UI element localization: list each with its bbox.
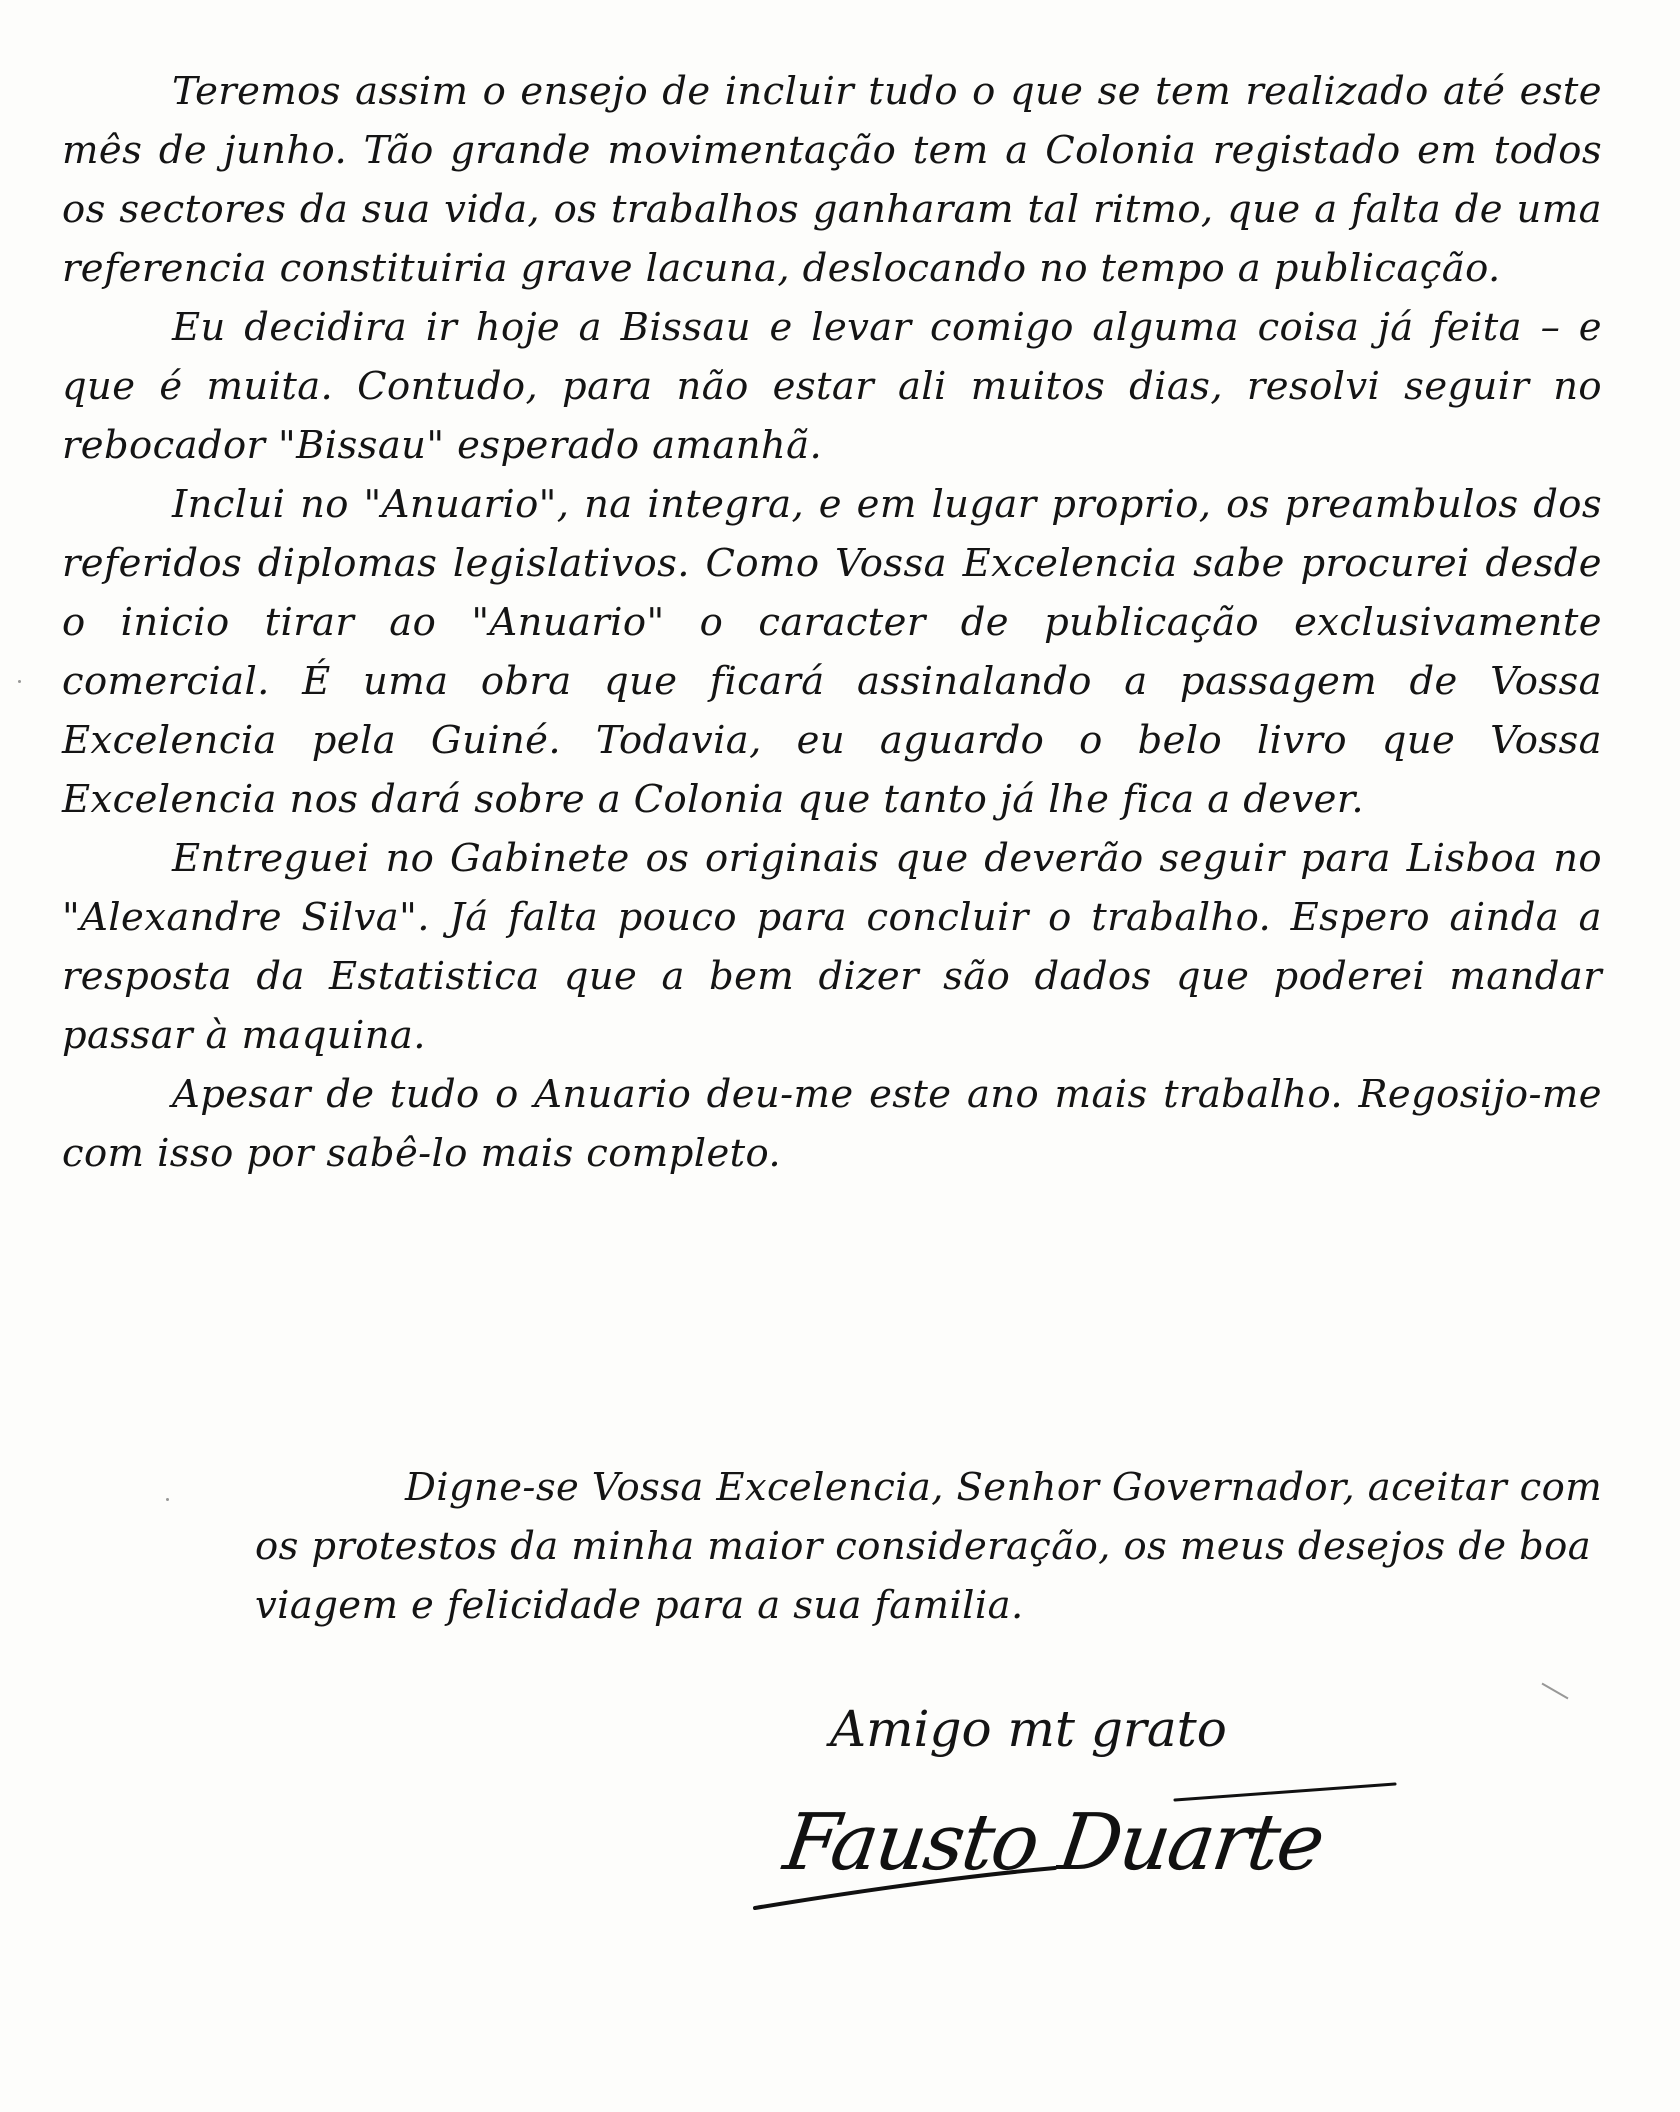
scan-speck [18,680,21,683]
letter-body [62,62,1602,1183]
paragraph-5: Apesar de tudo o Anuario deu-me este ano mais trabalho. Regosijo-me com isso por sabê-lo mais completo. [62,1072,1602,1176]
paragraph-1: Teremos assim o ensejo de incluir tudo o que se tem realizado até este mês de junho. Tão grande movimentação tem a Colonia registado em todos os sectores da sua vida, os trabalhos ganharam tal ritmo, que a falta de uma referencia constituiria grave lacuna, deslocando no tempo a publicação. [62,69,1602,291]
salutation: Amigo mt grato [830,1700,1227,1758]
paragraph-2: Eu decidira ir hoje a Bissau e levar comigo alguma coisa já feita – e que é muita. Contudo, para não estar ali muitos dias, resolvi seguir no rebocador "Bissau" esperado amanhã. [62,305,1602,468]
scan-mark [1542,1683,1569,1700]
paragraph-4: Entreguei no Gabinete os originais que deverão seguir para Lisboa no "Alexandre Silva". Já falta pouco para concluir o trabalho. Espero ainda a resposta da Estatistica que a bem dizer são dados que poderei mandar passar à maquina. [62,836,1602,1058]
closing-paragraph: Digne-se Vossa Excelencia, Senhor Governador, aceitar com os protestos da minha maior consideração, os meus desejos de boa viagem e felicidade para a sua familia. [255,1465,1603,1628]
paragraph-3: Inclui no "Anuario", na integra, e em lugar proprio, os preambulos dos referidos diplomas legislativos. Como Vossa Excelencia sabe procurei desde o inicio tirar ao "Anuario" o caracter de publicação exclusivamente comercial. É uma obra que ficará assinalando a passagem de Vossa Excelencia pela Guiné. Todavia, eu aguardo o belo livro que Vossa Excelencia nos dará sobre a Colonia que tanto já lhe fica a dever. [62,482,1602,822]
closing-block [255,1458,1605,1635]
signature-name: Fausto Duarte [778,1798,1329,1888]
signature [745,1780,1405,1930]
scan-speck [166,1498,169,1501]
